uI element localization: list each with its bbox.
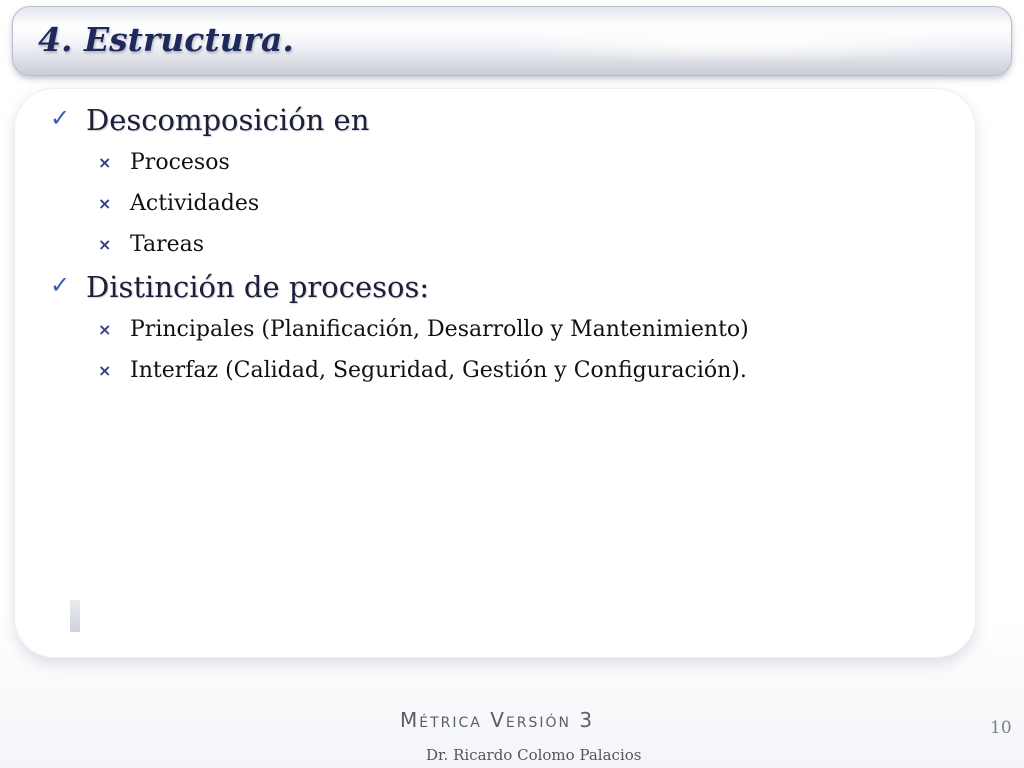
- cross-bullet-icon: ×: [98, 320, 112, 339]
- checkmark-icon: ✓: [50, 271, 71, 299]
- cross-bullet-icon: ×: [98, 235, 112, 254]
- sub-bullet-item: [46, 144, 946, 185]
- bullet-text: Descomposición en: [86, 103, 370, 137]
- sub-bullet-item: [46, 311, 946, 352]
- bullet-list: [46, 100, 946, 393]
- footer-author: Dr. Ricardo Colomo Palacios: [426, 746, 642, 764]
- footer: [0, 700, 1024, 768]
- sub-bullet-item: [46, 226, 946, 267]
- cross-bullet-icon: ×: [98, 153, 112, 172]
- side-decoration: [70, 600, 80, 632]
- bullet-item: [46, 267, 946, 309]
- footer-title: Métrica Versión 3: [400, 708, 595, 732]
- sub-bullet-text: Actividades: [130, 191, 260, 216]
- cross-bullet-icon: ×: [98, 361, 112, 380]
- bullet-item: [46, 100, 946, 142]
- sub-bullet-item: [46, 352, 946, 393]
- sub-bullet-text: Tareas: [130, 232, 205, 257]
- cross-bullet-icon: ×: [98, 194, 112, 213]
- page-number: 10: [990, 718, 1012, 738]
- bullet-text: Distinción de procesos:: [86, 270, 430, 304]
- sub-bullet-text: Procesos: [130, 150, 230, 175]
- slide-title: 4. Estructura.: [38, 20, 294, 59]
- sub-bullet-text: Principales (Planificación, Desarrollo y Mantenimiento): [130, 317, 749, 342]
- checkmark-icon: ✓: [50, 104, 71, 132]
- sub-bullet-text: Interfaz (Calidad, Seguridad, Gestión y Configuración).: [130, 358, 747, 383]
- sub-bullet-item: [46, 185, 946, 226]
